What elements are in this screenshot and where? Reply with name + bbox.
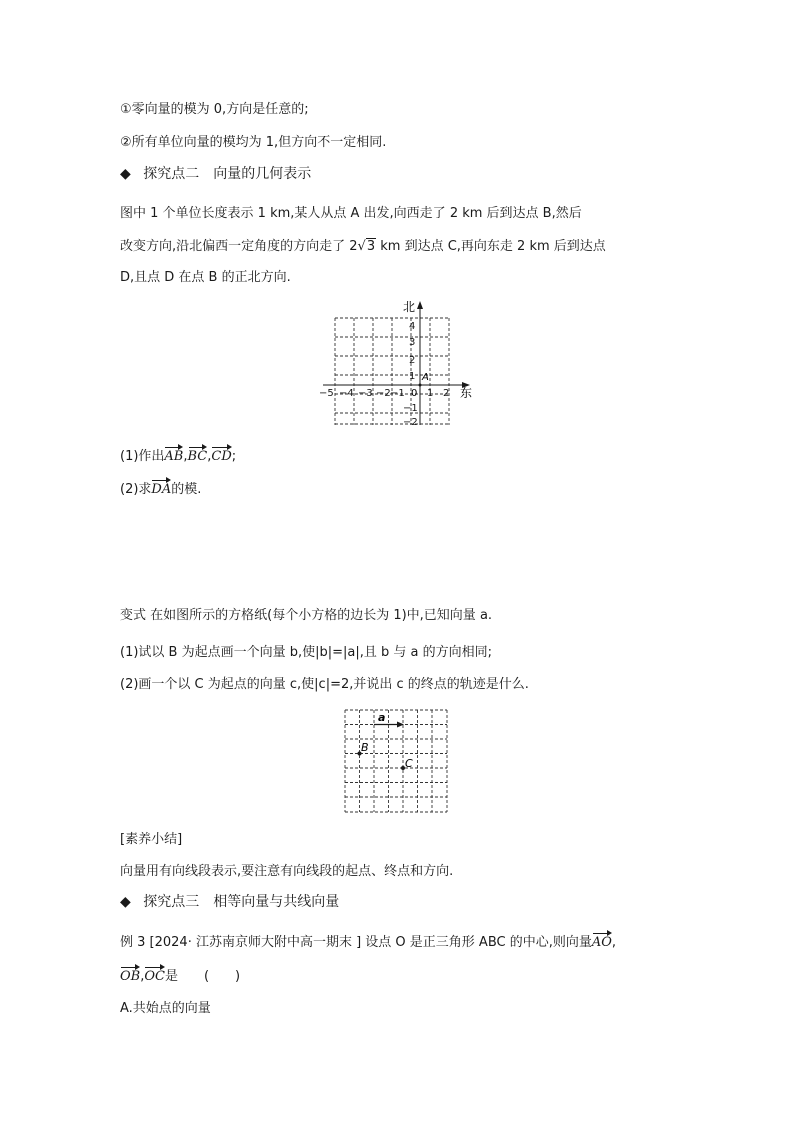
point-c-label: C — [405, 757, 413, 770]
example-3-text-1: 例 3 [2024· 江苏南京师大附中高一期末 ] 设点 O 是正三角形 ABC 的中心,则向量 — [120, 935, 592, 950]
example-2-line-3: D,且点 D 在点 B 的正北方向. — [120, 270, 291, 285]
question-1-end: ; — [231, 449, 237, 464]
x-tick-labels — [319, 388, 449, 399]
square-grid-figure — [342, 707, 452, 817]
vector-a-label: a — [378, 711, 386, 724]
north-arrow-icon — [417, 301, 423, 309]
example-2-text-2a: 改变方向,沿北偏西一定角度的方向走了 2 — [120, 239, 358, 254]
summary-text: 向量用有向线段表示,要注意有向线段的起点、终点和方向. — [120, 864, 454, 879]
y-tick-2: 2 — [409, 355, 416, 366]
example-3-line-1 — [120, 932, 616, 952]
x-tick-neg3: −3 — [358, 388, 373, 399]
summary-title: [素养小结] — [120, 832, 183, 847]
y-tick-1: 1 — [409, 371, 416, 382]
vector-ab: AB — [164, 446, 183, 466]
variant-question-1: (1)试以 B 为起点画一个向量 b,使|b|=|a|,且 b 与 a 的方向相同; — [120, 645, 493, 660]
origin-label: 0 — [411, 388, 418, 399]
variant-question-2: (2)画一个以 C 为起点的向量 c,使|c|=2,并说出 c 的终点的轨迹是什么. — [120, 677, 529, 692]
example-2-text-1: 图中 1 个单位长度表示 1 km,某人从点 A 出发,向西走了 2 km 后到达点 B,然后 — [120, 206, 582, 221]
question-2-end: 的模. — [171, 482, 202, 497]
variant-intro: 变式 在如图所示的方格纸(每个小方格的边长为 1)中,已知向量 a. — [120, 608, 493, 623]
question-2 — [120, 479, 201, 499]
east-label: 东 — [460, 386, 473, 400]
y-tick-neg2: −2 — [403, 417, 418, 425]
vector-cd: CD — [211, 446, 231, 466]
section-title-3: 探究点三 相等向量与共线向量 — [143, 894, 340, 910]
vector-oc: OC — [144, 966, 165, 986]
sqrt-radicand: 3 — [366, 239, 376, 254]
example-3-text-2: 是 ( ) — [164, 969, 241, 984]
x-tick-2: 2 — [443, 388, 450, 399]
question-2-prefix: (2)求 — [120, 482, 152, 497]
vector-bc: BC — [188, 446, 208, 466]
note-unit-vector: ②所有单位向量的模均为 1,但方向不一定相同. — [120, 135, 387, 150]
vector-ob: OB — [120, 966, 140, 986]
x-tick-neg2: −2 — [376, 388, 391, 399]
point-a-label: A — [422, 372, 429, 383]
bullet-diamond-icon: ◆ — [120, 166, 131, 182]
sqrt-symbol: √3 — [357, 239, 376, 254]
question-1: (1)作出AB,BC,CD; — [120, 446, 236, 466]
note-zero-vector: ①零向量的模为 0,方向是任意的; — [120, 102, 309, 117]
bullet-diamond-icon: ◆ — [120, 894, 131, 910]
compass-grid-figure — [315, 300, 495, 425]
y-tick-3: 3 — [409, 337, 416, 348]
x-tick-neg5: −5 — [319, 388, 334, 399]
north-label: 北 — [403, 300, 416, 314]
section-heading-2 — [120, 165, 311, 183]
section-title-2: 探究点二 向量的几何表示 — [143, 166, 312, 182]
grid2-lines — [345, 710, 447, 812]
point-b-label: B — [361, 741, 369, 754]
grid-lines — [335, 318, 449, 425]
example-3-line-2: OB,OC是 ( ) — [120, 966, 240, 986]
question-1-prefix: (1)作出 — [120, 449, 165, 464]
y-tick-neg1: −1 — [403, 403, 418, 414]
x-tick-1: 1 — [427, 388, 434, 399]
example-2-line-2 — [120, 238, 606, 256]
section-heading-3 — [120, 893, 339, 911]
example-2-line-1 — [120, 205, 582, 223]
vector-da: DA — [151, 479, 171, 499]
y-tick-4: 4 — [409, 321, 416, 332]
option-a: A.共始点的向量 — [120, 1001, 211, 1016]
point-a-dot — [419, 384, 422, 387]
vector-ao: AO — [592, 932, 612, 952]
example-2-text-2b: km 到达点 C,再向东走 2 km 后到达点 — [376, 239, 606, 254]
x-tick-neg4: −4 — [339, 388, 354, 399]
example-3-comma: , — [611, 935, 617, 950]
x-tick-neg1: −1 — [390, 388, 405, 399]
